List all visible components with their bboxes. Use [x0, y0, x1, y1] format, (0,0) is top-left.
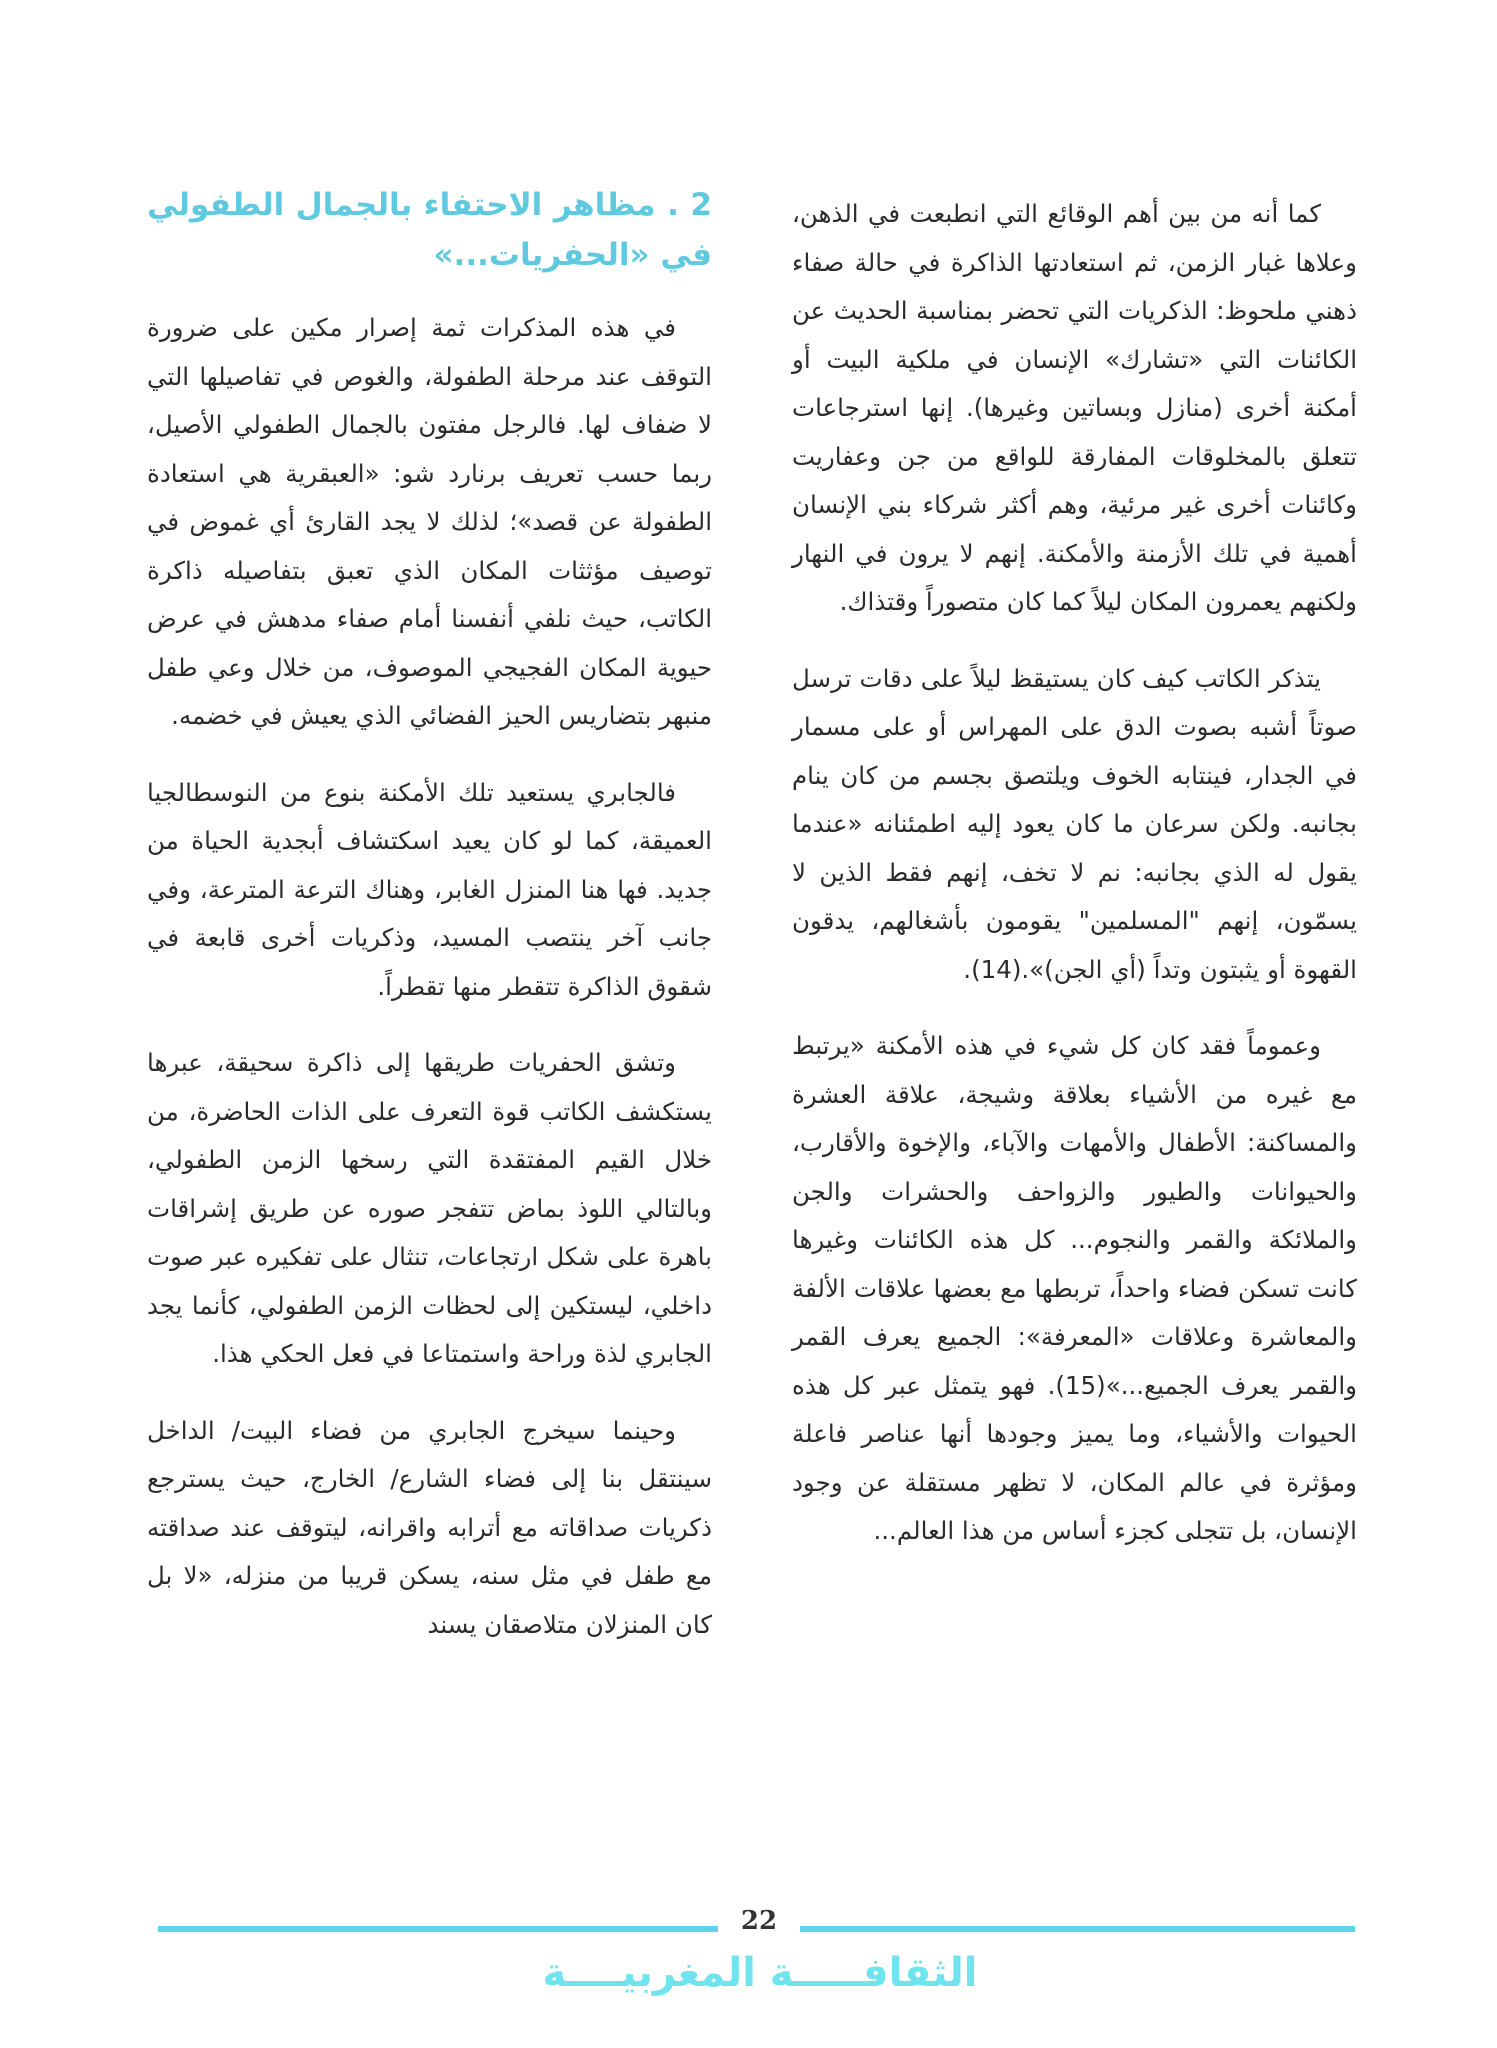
- magazine-title: الثقافـــــة المغربيــــة: [542, 1950, 978, 1996]
- body-paragraph: يتذكر الكاتب كيف كان يستيقظ ليلاً على دقات ترسل صوتاً أشبه بصوت الدق على المهراس أو على مسمار في الجدار، فينتابه الخوف ويلتصق بجسم من كان ينام بجانبه. ولكن سرعان ما كان يعود إليه اطمئنانه «عندما يقول له الذي بجانبه: نم لا تخف، إنهم فقط الذين لا يسمّون، إنهم "المسلمين" يقومون بأشغالهم، يدقون القهوة أو يثبتون وتداً (أي الجن)».(14).: [792, 663, 1357, 984]
- body-paragraph: وعموماً فقد كان كل شيء في هذه الأمكنة «يرتبط مع غيره من الأشياء بعلاقة وشيجة، علاقة العشرة والمساكنة: الأطفال والأمهات والآباء، والإخوة والأقارب، والحيوانات والطيور والزواحف والحشرات والجن والملائكة والقمر والنجوم... كل هذه الكائنات وغيرها كانت تسكن فضاء واحداً، تربطها مع بعضها علاقات الألفة والمعاشرة وعلاقات «المعرفة»: الجميع يعرف القمر والقمر يعرف الجميع...»(15). فهو يتمثل عبر كل هذه الحيوات والأشياء، وما يميز وجودها أنها عناصر فاعلة ومؤثرة في عالم المكان، لا تظهر مستقلة عن وجود الإنسان، بل تتجلى كجزء أساس من هذا العالم...: [792, 1031, 1357, 1545]
- page-number: 22: [740, 1906, 778, 1936]
- body-paragraph: كما أنه من بين أهم الوقائع التي انطبعت في الذهن، وعلاها غبار الزمن، ثم استعادتها الذاكرة في حالة صفاء ذهني ملحوظ: الذكريات التي تحضر بمناسبة الحديث عن الكائنات التي «تشارك» الإنسان في ملكية البيت أو أمكنة أخرى (منازل وبساتين وغيرها). إنها استرجاعات تتعلق بالمخلوقات المفارقة للواقع من جن وعفاريت وكائنات أخرى غير مرئية، وهم أكثر شركاء بني الإنسان أهمية في تلك الأزمنة والأمكنة. إنهم لا يرون في النهار ولكنهم يعمرون المكان ليلاً كما كان متصوراً وقتذاك.: [792, 199, 1357, 616]
- body-paragraph: وحينما سيخرج الجابري من فضاء البيت/ الداخل سينتقل بنا إلى فضاء الشارع/ الخارج، حيث يسترجع ذكريات صداقاته مع أترابه واقرانه، ليتوقف عند صداقته مع طفل في مثل سنه، يسكن قريبا من منزله، «لا بل كان المنزلان متلاصقان يسند: [147, 1415, 712, 1639]
- left-column: [147, 180, 712, 1677]
- section-heading: 2 . مظاهر الاحتفاء بالجمال الطفولي في «الحفريات...»: [147, 187, 712, 273]
- footer-rule-right: [800, 1926, 1355, 1932]
- body-paragraph: فالجابري يستعيد تلك الأمكنة بنوع من النوسطالجيا العميقة، كما لو كان يعيد اسكتشاف أبجدية الحياة من جديد. فها هنا المنزل الغابر، وهناك الترعة المترعة، وفي جانب آخر ينتصب المسيد، وذكريات أخرى قابعة في شقوق الذاكرة تتقطر منها تقطراً.: [147, 777, 712, 1001]
- right-column: [792, 190, 1357, 1584]
- body-paragraph: في هذه المذكرات ثمة إصرار مكين على ضرورة التوقف عند مرحلة الطفولة، والغوص في تفاصيلها التي لا ضفاف لها. فالرجل مفتون بالجمال الطفولي الأصيل، ربما حسب تعريف برنارد شو: «العبقرية هي استعادة الطفولة عن قصد»؛ لذلك لا يجد القارئ أي غموض في توصيف مؤثثات المكان الذي تعبق بتفاصيله ذاكرة الكاتب، حيث نلفي أنفسنا أمام صفاء مدهش في عرض حيوية المكان الفجيجي الموصوف، من خلال وعي طفل منبهر بتضاريس الحيز الفضائي الذي يعيش في خضمه.: [147, 313, 712, 730]
- body-paragraph: وتشق الحفريات طريقها إلى ذاكرة سحيقة، عبرها يستكشف الكاتب قوة التعرف على الذات الحاضرة، من خلال القيم المفتقدة التي رسخها الزمن الطفولي، وبالتالي اللوذ بماض تتفجر صوره عن طريق إشراقات باهرة على شكل ارتجاعات، تنثال على تفكيره عبر صوت داخلي، ليستكين إلى لحظات الزمن الطفولي، كأنما يجد الجابري لذة وراحة واستمتاعا في فعل الحكي هذا.: [147, 1048, 712, 1368]
- footer-rule-left: [158, 1926, 718, 1932]
